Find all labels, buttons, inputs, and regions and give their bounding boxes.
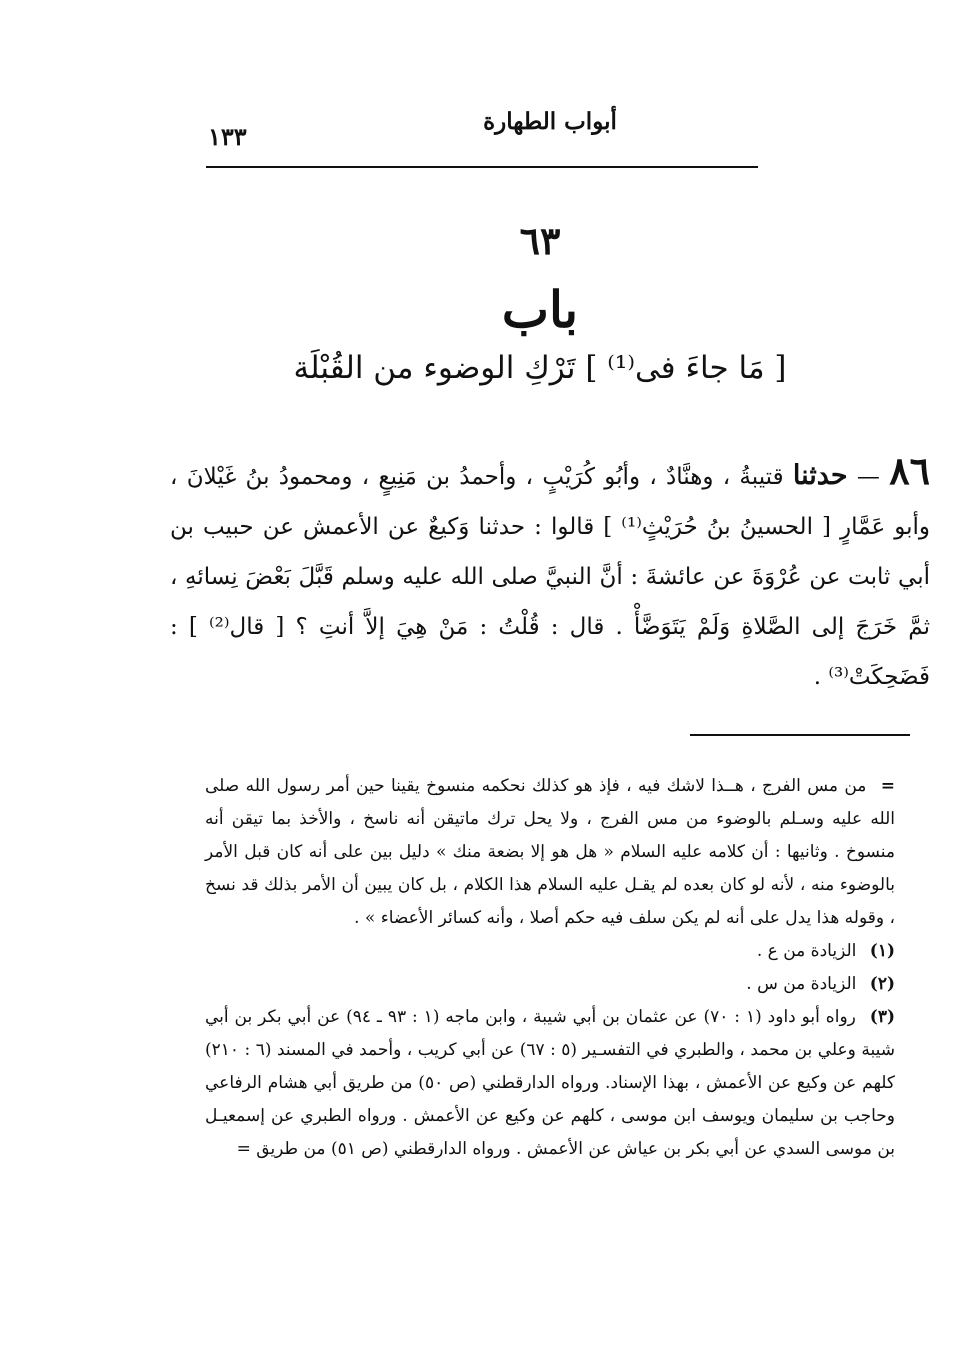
running-title: أبواب الطهارة	[483, 108, 617, 135]
footnote-text: رواه أبو داود (١ : ٧٠) عن عثمان بن أبي شيبة ، وابن ماجه (١ : ٩٣ ـ ٩٤) عن أبي بكر بن أبي شيبة وعلي بن محمد ، والطبري في التفسـير (٥ : ٦٧) عن أبي كريب ، وأحمد في المسند (٦ : ٢١٠) كلهم عن وكيع عن الأعمش ، بهذا الإسناد. ورواه الدارقطني (ص ٥٠) من طريق أبي هشام الرفاعي وحاجب بن سليمان ويوسف ابن موسى ، كلهم عن وكيع عن الأعمش . ورواه الطبري عن إسمعيـل بن موسى السدي عن أبي بكر بن عياش عن الأعمش . ورواه الدارقطني (ص ٥١) من طريق =	[205, 1007, 895, 1159]
chapter-subtitle: [ مَا جاءَ فى⁽¹⁾ ] تَرْكِ الوضوء من القُبْلَة	[293, 350, 787, 386]
hadith-text-block	[170, 446, 930, 702]
hadith-number: ٨٦	[889, 448, 931, 493]
page-number: ١٣٣	[208, 122, 247, 151]
chapter-word: باب	[501, 280, 579, 339]
hadith-dash: —	[856, 464, 880, 490]
footnote-text: الزيادة من ع .	[756, 941, 857, 961]
footnote-mark: (٣)	[869, 1007, 896, 1027]
footnote-2	[205, 968, 895, 1001]
hadith-body: قتيبةُ ، وهنَّادٌ ، وأبُو كُرَيْبٍ ، وأحمدُ بن مَنِيعٍ ، ومحمودُ بنُ غَيْلانَ ، وأبو عَمَّارٍ [ الحسينُ بنُ حُرَيْثٍ⁽¹⁾ ] قالوا : حدثنا وَكيعٌ عن الأعمش عن حبيب بن أبي ثابت عن عُرْوَةَ عن عائشةَ : أنَّ النبيَّ صلى الله عليه وسلم قَبَّلَ بَعْضَ نِسائهِ ، ثمَّ خَرَجَ إلى الصَّلاةِ وَلَمْ يَتَوَضَّأْ . قال : قُلْتُ : مَنْ هِيَ إلاَّ أنتِ ؟ [ قال⁽²⁾ ] : فَضَحِكَتْ⁽³⁾ .	[170, 464, 930, 690]
footnote-continuation	[205, 770, 895, 935]
footnote-text: الزيادة من س .	[746, 974, 857, 994]
footnote-mark: (١)	[869, 941, 895, 961]
footnotes	[205, 770, 895, 1166]
hadith-lead: حدثنا	[792, 460, 848, 491]
footnote-mark: =	[880, 776, 895, 796]
footnote-3	[205, 1001, 895, 1166]
header-rule	[206, 166, 758, 168]
footnote-1	[205, 935, 895, 968]
footnote-mark: (٢)	[869, 974, 895, 994]
footnote-rule	[690, 734, 910, 736]
chapter-number: ٦٣	[519, 218, 561, 263]
footnote-text: من مس الفرج ، هــذا لاشك فيه ، فإذ هو كذلك نحكمه منسوخ يقينا حين أمر رسول الله صلى الله عليه وسـلم بالوضوء من مس الفرج ، ولا يحل ترك ماتيقن أنه ناسخ ، والأخذ بما تيقن أنه منسوخ . وثانيها : أن كلامه عليه السلام « هل هو إلا بضعة منك » دليل بين على أنه كان قبل الأمر بالوضوء منه ، لأنه لو كان بعده لم يقـل عليه السلام هذا الكلام ، بل كان يبين أن الأمر بذلك قد نسخ ، وقوله هذا يدل على أنه لم يكن سلف فيه حكم أصلا ، وأنه كسائر الأعضاء » .	[205, 776, 895, 928]
